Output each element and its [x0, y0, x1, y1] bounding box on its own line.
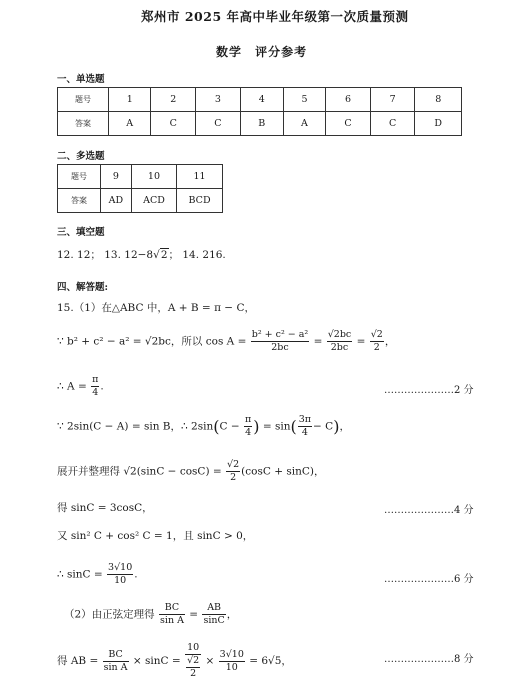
solution-line-expand: [57, 459, 324, 484]
answer-row: [58, 112, 462, 136]
numerator: 3π: [298, 414, 312, 425]
equals: =: [356, 335, 366, 348]
denominator: 4: [301, 427, 308, 438]
answer-cell: C: [196, 112, 241, 136]
section-heading-fill-in: 三、填空题: [57, 227, 105, 238]
question-number: 2: [151, 88, 196, 112]
denominator: 10: [225, 661, 238, 673]
denominator: 2: [230, 472, 237, 483]
numerator: 3√10: [108, 562, 133, 573]
denominator: [185, 655, 201, 680]
punctuation: .: [100, 380, 104, 393]
numerator: b² + c² − a²: [251, 329, 309, 340]
fraction: [107, 562, 133, 587]
question-number: 7: [370, 88, 415, 112]
single-choice-answer-table: [57, 87, 462, 136]
answer-cell: D: [415, 112, 462, 136]
punctuation: ，: [339, 420, 350, 433]
answer-cell: A: [109, 112, 151, 136]
solution-line-cosA: [57, 329, 395, 354]
text: ∵ 2sin(C − A) = sin B，∴ 2sin: [57, 420, 214, 433]
text: = sin: [262, 420, 291, 433]
score-marker: …………………4 分: [384, 505, 474, 516]
numerator: BC: [103, 649, 129, 662]
section-heading-single-choice: 一、单选题: [57, 74, 105, 85]
question-number: 4: [240, 88, 283, 112]
question-number: 6: [326, 88, 371, 112]
numerator: AB: [202, 602, 225, 615]
fill-in-answers: [57, 247, 226, 262]
text: 展开并整理得 √2(sinC − cosC) =: [57, 465, 222, 478]
denominator: sinC: [203, 615, 225, 626]
denominator: 2: [190, 668, 197, 679]
question-row: [58, 88, 462, 112]
text: 得 AB =: [57, 655, 99, 667]
numerator: √2: [370, 329, 383, 340]
denominator: 2: [373, 342, 380, 353]
text: ∴ sinC =: [57, 568, 103, 581]
numerator: π: [92, 374, 99, 385]
times: ×: [205, 655, 215, 667]
denominator: 2bc: [330, 342, 349, 353]
numerator: π: [245, 414, 252, 425]
fraction: [327, 329, 353, 354]
question-row: [58, 165, 223, 189]
answer-cell: B: [240, 112, 283, 136]
numerator: √2: [187, 655, 200, 666]
answer-cell: ACD: [131, 189, 176, 213]
section-heading-multi-choice: 二、多选题: [57, 151, 105, 162]
denominator: 4: [92, 387, 99, 398]
score-marker: …………………6 分: [384, 574, 474, 585]
text: ∵ b² + c² − a² = √2bc，所以 cos A =: [57, 335, 247, 348]
denominator: sin A: [103, 661, 128, 673]
punctuation: .: [134, 568, 138, 581]
solution-line-sine-rule: [64, 602, 237, 627]
score-marker: …………………8 分: [384, 654, 474, 665]
answer-cell: A: [283, 112, 325, 136]
paren: ): [253, 417, 260, 436]
answer-row: [58, 189, 223, 213]
text: − C: [313, 420, 334, 433]
row-label-question: 题号: [58, 165, 101, 189]
text: C −: [219, 420, 240, 433]
fraction: [159, 602, 185, 627]
fraction: [226, 459, 240, 484]
text: ∴ A =: [57, 380, 87, 393]
solution-line-A-value: [57, 374, 104, 399]
row-label-answer: 答案: [58, 189, 101, 213]
solution-line-AB-value: [57, 642, 292, 680]
question-number: 11: [177, 165, 223, 189]
question-number: 3: [196, 88, 241, 112]
denominator: 10: [114, 575, 127, 586]
solution-line-identity: 又 sin² C + cos² C = 1，且 sinC > 0，: [57, 530, 254, 542]
fill-in-answers-part-2: ； 14. 216.: [168, 249, 226, 261]
answer-cell: C: [151, 112, 196, 136]
multi-choice-answer-table: [57, 164, 223, 213]
question-number: 8: [415, 88, 462, 112]
solution-line-sin-equation: [57, 414, 350, 439]
section-heading-solutions: 四、解答题:: [57, 282, 109, 293]
text: （2）由正弦定理得: [64, 608, 155, 621]
fraction: [202, 602, 225, 627]
solution-line-sinC-3cosC: 得 sinC = 3cosC，: [57, 502, 153, 514]
sqrt-sign: √: [153, 249, 160, 261]
question-number: 5: [283, 88, 325, 112]
score-marker: …………………2 分: [384, 385, 474, 396]
punctuation: ，: [384, 335, 396, 348]
numerator: BC: [159, 602, 185, 615]
equals: =: [189, 608, 199, 621]
denominator: sin A: [160, 615, 184, 626]
fraction: [370, 329, 384, 354]
numerator: 10: [185, 642, 201, 655]
fill-in-answers-part-1: 12. 12； 13. 12−8: [57, 249, 154, 261]
paren: (: [213, 417, 220, 436]
question-number: 9: [101, 165, 132, 189]
text: × sinC =: [132, 655, 181, 667]
text: = 6√5，: [249, 655, 292, 667]
question-number: 10: [131, 165, 176, 189]
page-title: 郑州市 2025 年高中毕业年级第一次质量预测: [141, 9, 409, 24]
answer-cell: C: [326, 112, 371, 136]
page-subtitle: 数学 评分参考: [216, 45, 308, 59]
solution-line-sinC-value: [57, 562, 138, 587]
denominator: 2bc: [271, 342, 289, 353]
fraction: [219, 649, 245, 674]
text: (cosC + sinC)，: [241, 465, 325, 478]
row-label-question: 题号: [58, 88, 109, 112]
answer-cell: C: [370, 112, 415, 136]
denominator: 4: [245, 427, 252, 438]
fraction: [185, 642, 201, 680]
punctuation: ，: [226, 608, 238, 621]
paren: ): [333, 417, 340, 436]
numerator: √2: [227, 459, 240, 470]
sqrt-radicand: 2: [160, 249, 168, 261]
numerator: 3√10: [219, 648, 244, 660]
nested-fraction: [186, 655, 200, 680]
equals: =: [313, 335, 323, 348]
fraction: [251, 329, 310, 354]
question-number: 1: [109, 88, 151, 112]
answer-cell: BCD: [177, 189, 223, 213]
numerator: √2bc: [327, 329, 352, 340]
paren: (: [290, 417, 297, 436]
fraction: [244, 414, 252, 439]
row-label-answer: 答案: [58, 112, 109, 136]
problem-15-intro: 15.（1）在△ABC 中，A + B = π − C，: [57, 302, 255, 314]
fraction: [298, 414, 312, 439]
answer-cell: AD: [101, 189, 132, 213]
fraction: [103, 649, 129, 674]
fraction: [91, 374, 99, 399]
